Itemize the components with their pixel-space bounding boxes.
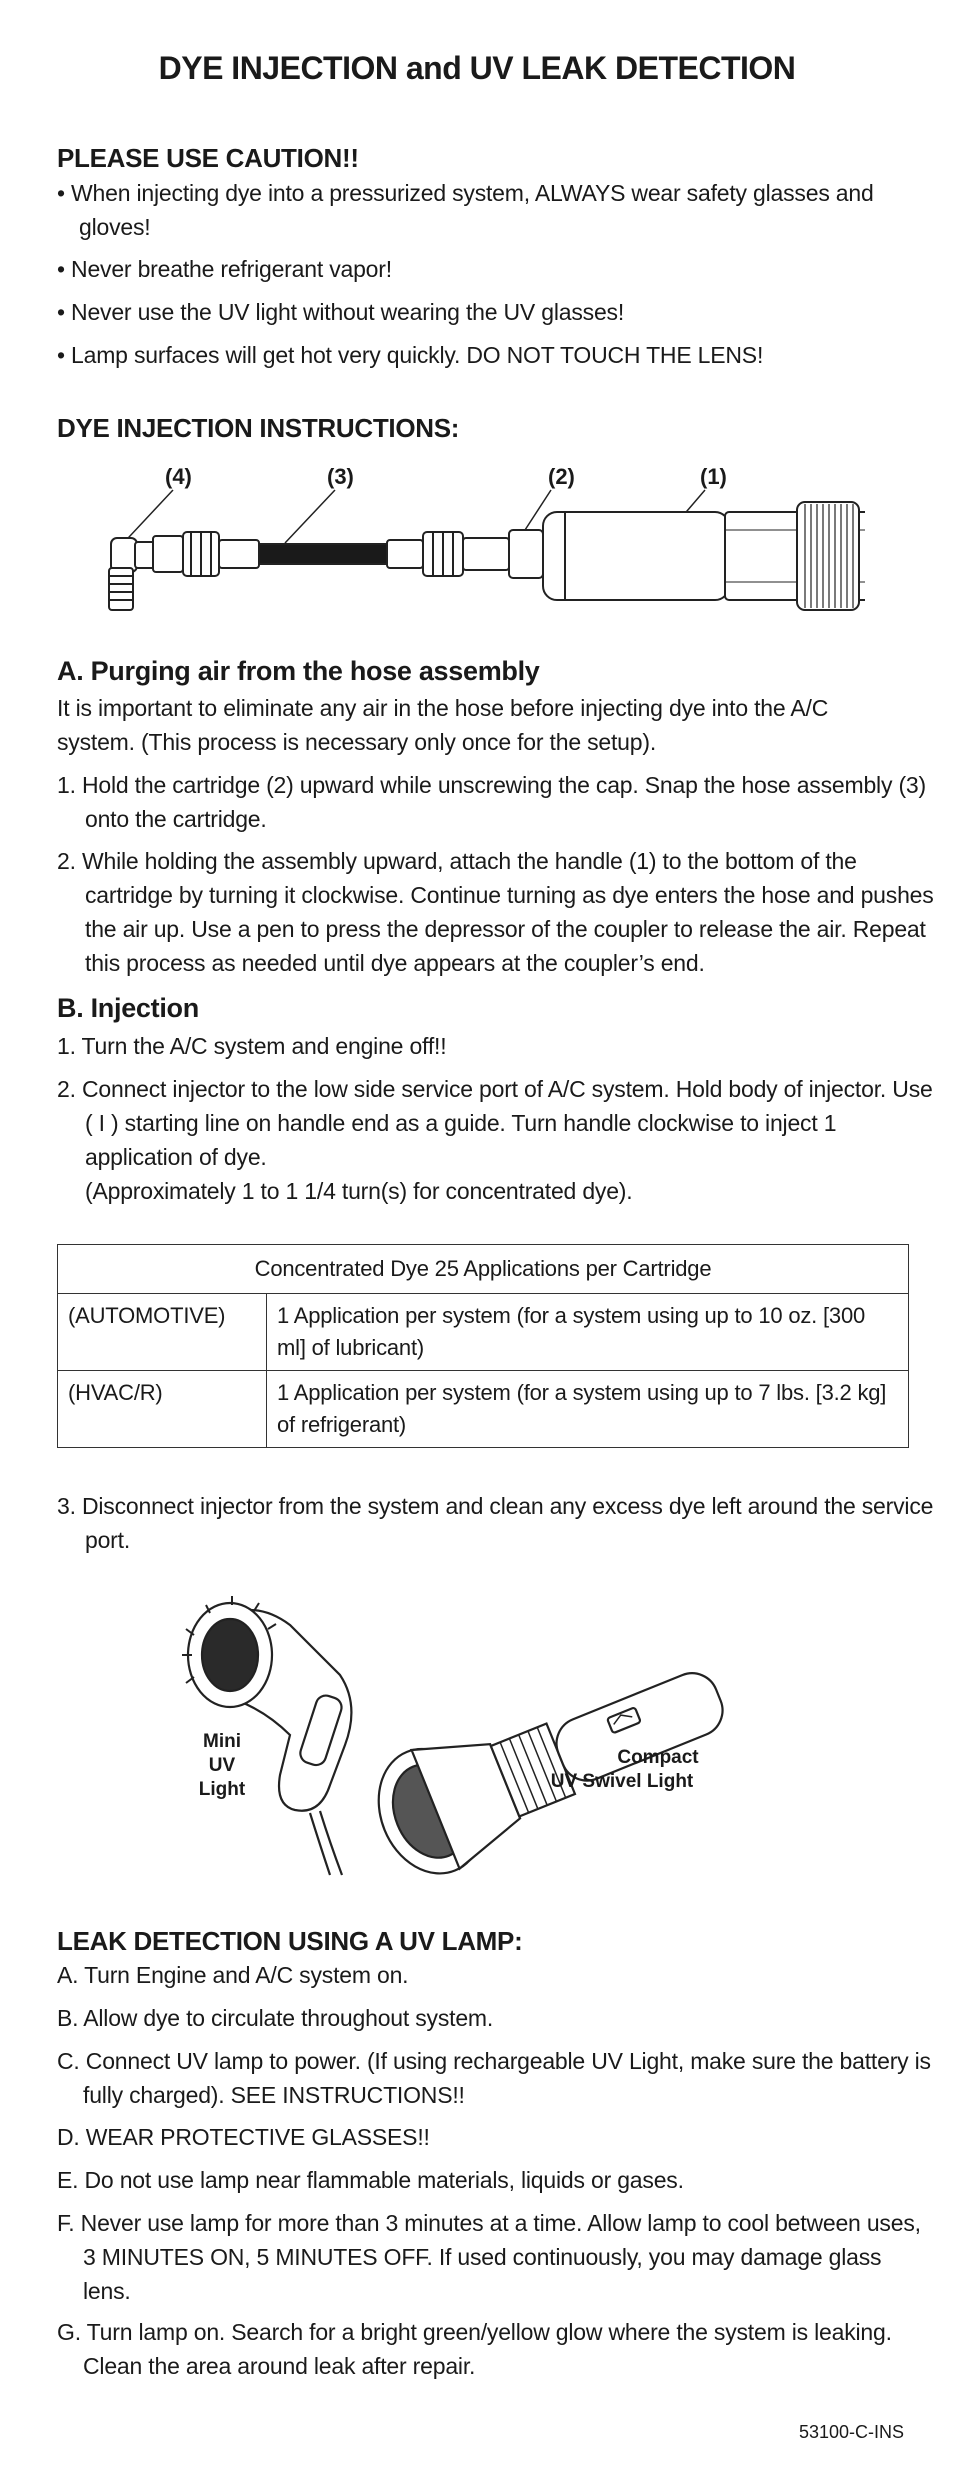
diagram-label-1: (1) [700, 464, 727, 489]
diagram-label-4: (4) [165, 464, 192, 489]
leak-step: D. WEAR PROTECTIVE GLASSES!! [57, 2124, 430, 2150]
injection-step: 2. Connect injector to the low side service port of A/C system. Hold body of injector. Use ( I ) starting line on handle end as a guide. Turn handle clockwise to inject 1 application of dye. [57, 1076, 933, 1170]
leak-step: E. Do not use lamp near flammable materials, liquids or gases. [57, 2167, 684, 2193]
purging-intro: It is important to eliminate any air in the hose before injecting dye into the A/C system. (This process is necessary only once for the setup). [57, 695, 829, 755]
injection-step: 3. Disconnect injector from the system and clean any excess dye left around the service port. [57, 1493, 934, 1553]
caution-bullet: • Never use the UV light without wearing the UV glasses! [57, 299, 625, 325]
mini-uv-label-line3: Light [198, 1779, 246, 1800]
injection-step: 1. Turn the A/C system and engine off!! [57, 1033, 447, 1059]
caution-bullet: • Lamp surfaces will get hot very quickly. DO NOT TOUCH THE LENS! [57, 342, 764, 368]
table-cell-desc: 1 Application per system (for a system using up to 10 oz. [300 ml] of lubricant) [267, 1294, 909, 1371]
injection-heading: B. Injection [57, 993, 199, 1023]
table-cell-type: (HVAC/R) [58, 1371, 267, 1448]
diagram-label-2: (2) [548, 464, 575, 489]
caution-heading: PLEASE USE CAUTION!! [57, 143, 359, 173]
table-cell-type: (AUTOMOTIVE) [58, 1294, 267, 1371]
instructions-heading: DYE INJECTION INSTRUCTIONS: [57, 413, 460, 443]
leak-step: G. Turn lamp on. Search for a bright green/yellow glow where the system is leaking. Clean the area around leak after repair. [57, 2319, 892, 2379]
uv-lights-illustration [170, 1585, 790, 1885]
mini-uv-label-line2: UV [208, 1755, 236, 1776]
leak-step: A. Turn Engine and A/C system on. [57, 1962, 409, 1988]
table-row [58, 1371, 909, 1448]
table-cell-desc: 1 Application per system (for a system using up to 7 lbs. [3.2 kg] of refrigerant) [267, 1371, 909, 1448]
compact-uv-label-line2: UV Swivel Light [550, 1771, 694, 1792]
leak-heading: LEAK DETECTION USING A UV LAMP: [57, 1926, 523, 1956]
dye-injector-diagram [95, 460, 865, 620]
purging-step: 2. While holding the assembly upward, attach the handle (1) to the bottom of the cartridge by turning it clockwise. Continue turning as dye enters the hose and pushes the air up. Use a pen to press the depressor of the coupler to release the air. Repeat this process as needed until dye appears at the coupler’s end. [57, 848, 934, 976]
table-row [58, 1294, 909, 1371]
table-header: Concentrated Dye 25 Applications per Cartridge [58, 1245, 909, 1294]
document-code: 53100-C-INS [798, 2422, 904, 2442]
caution-bullet: • Never breathe refrigerant vapor! [57, 256, 392, 282]
caution-bullet: • When injecting dye into a pressurized system, ALWAYS wear safety glasses and gloves! [57, 180, 874, 240]
mini-uv-label-line1: Mini [203, 1731, 241, 1752]
compact-uv-label-line1: Compact [617, 1747, 699, 1768]
dye-applications-table [57, 1244, 909, 1448]
purging-step: 1. Hold the cartridge (2) upward while unscrewing the cap. Snap the hose assembly (3) onto the cartridge. [57, 772, 926, 832]
purging-heading: A. Purging air from the hose assembly [57, 656, 540, 686]
leak-step: C. Connect UV lamp to power. (If using rechargeable UV Light, make sure the battery is fully charged). SEE INSTRUCTIONS!! [57, 2048, 931, 2108]
diagram-label-3: (3) [327, 464, 354, 489]
leak-step: F. Never use lamp for more than 3 minutes at a time. Allow lamp to cool between uses, 3 MINUTES ON, 5 MINUTES OFF. If used continuously, you may damage glass lens. [57, 2210, 921, 2304]
leak-step: B. Allow dye to circulate throughout system. [57, 2005, 494, 2031]
injection-note: (Approximately 1 to 1 1/4 turn(s) for concentrated dye). [85, 1178, 633, 1204]
page-title: DYE INJECTION and UV LEAK DETECTION [158, 50, 796, 86]
